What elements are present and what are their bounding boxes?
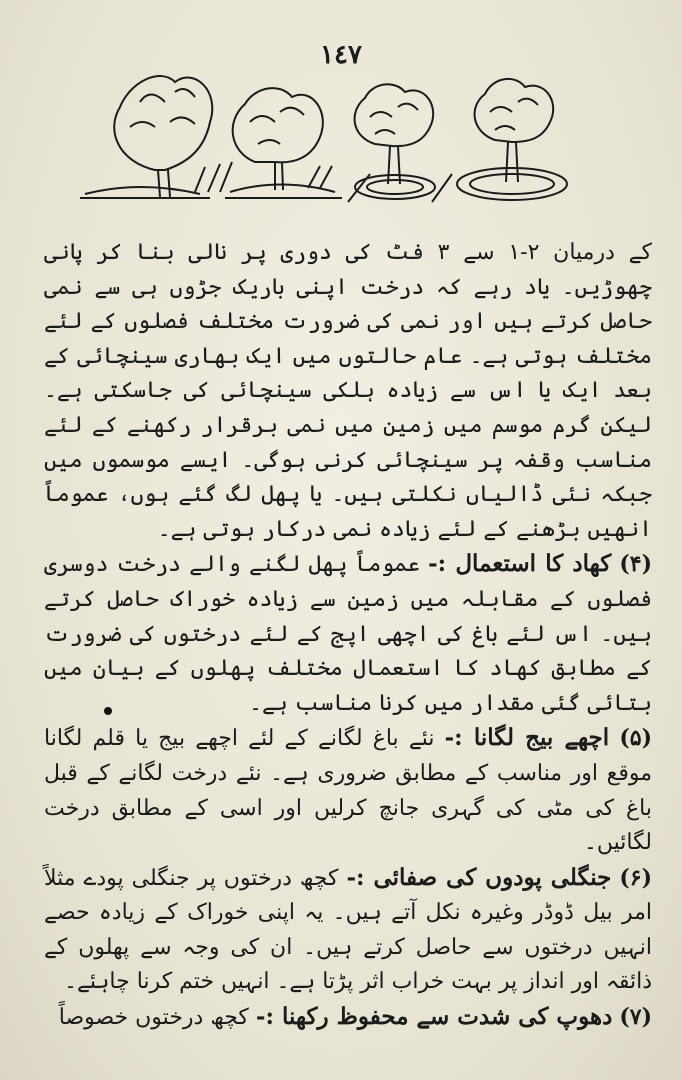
tree-basin-illustration xyxy=(80,62,580,222)
paragraph-text: کچھ درختوں پر جنگلی پودے مثلاً امر بیل ڈوڈر وغیرہ نکل آتے ہیں۔ یہ اپنی خوراک کے زیادہ حصے انہیں درختوں سے حاصل کرتے ہیں۔ ان کی وجہ سے پھلوں کے ذائقہ اور انداز پر بہت خراب اثر پڑتا ہے۔ انہیں ختم کرنا چاہئے۔ xyxy=(44,865,652,995)
tree-2-figure xyxy=(225,88,342,198)
tree-1-figure xyxy=(80,76,232,198)
section-number: (۷) xyxy=(619,1004,652,1031)
paragraph-irrigation xyxy=(44,236,652,547)
ink-dot xyxy=(104,707,112,715)
section-heading: اچھے بیج لگانا :- xyxy=(444,724,610,752)
section-heading: جنگلی پودوں کی صفائی :- xyxy=(346,863,612,891)
section-number: (۵) xyxy=(619,725,652,752)
section-heading: کھاد کا استعمال :- xyxy=(428,550,612,578)
paragraph-manure xyxy=(44,547,652,721)
paragraph-text: نئے باغ لگانے کے لئے اچھے بیج یا قلم لگانا موقع اور مناسب کے مطابق ضروری ہے۔ نئے درخت لگانے کے قبل باغ کی مٹی کی گہری جانچ کرلیں اور اسی کے مطابق درخت لگائیں۔ xyxy=(44,726,652,856)
paragraph-good-seeds xyxy=(44,721,652,860)
tree-4-figure xyxy=(457,79,567,200)
body-text xyxy=(44,236,652,1036)
page-number: ١٤٧ xyxy=(320,40,362,70)
paragraph-text: کچھ درختوں خصوصاً xyxy=(58,1005,249,1031)
section-number: (۶) xyxy=(619,864,652,891)
paragraph-weeds xyxy=(44,861,652,1000)
tree-3-figure xyxy=(348,84,452,202)
paragraph-text: عموماً پھل لگنے والے درخت دوسری فصلوں کے مقابلہ میں زمین سے زیادہ خوراک حاصل کرتے ہیں۔ اس لئے باغ کی اچھی اپج کے لئے درختوں کی ضرورت کے مطابق کھاد کا استعمال مختلف پھلوں کے بیان میں بتائی گئی مقدار میں کرنا مناسب ہے۔ xyxy=(44,552,652,716)
section-number: (۴) xyxy=(619,551,653,578)
paragraph-text: کے درمیان ۲-۱ سے ۳ فٹ کی دوری پر نالی بنا کر پانی چھوڑیں۔ یاد رہے کہ درخت اپنی باریک جڑوں ہی سے نمی حاصل کرتے ہیں اور نمی کی ضرورت مختلف فصلوں کے لئے مختلف ہوتی ہے۔ عام حالتوں میں ایک بھاری سینچائی کے بعد ایک یا اس سے زیادہ ہلکی سینچائی کی جاسکتی ہے۔ لیکن گرم موسم میں زمین میں نمی برقرار رکھنے کے لئے مناسب وقفہ پر سینچائی کرنی ہوگی۔ ایسے موسموں میں جبکہ نئی ڈالیاں نکلتی ہیں۔ یا پھل لگ گئے ہوں، عموماً انھیں بڑھنے کے لئے زیادہ نمی درکار ہوتی ہے۔ xyxy=(44,240,653,542)
paragraph-sun-protection xyxy=(44,1000,652,1036)
section-heading: دھوپ کی شدت سے محفوظ رکھنا :- xyxy=(255,1003,613,1031)
